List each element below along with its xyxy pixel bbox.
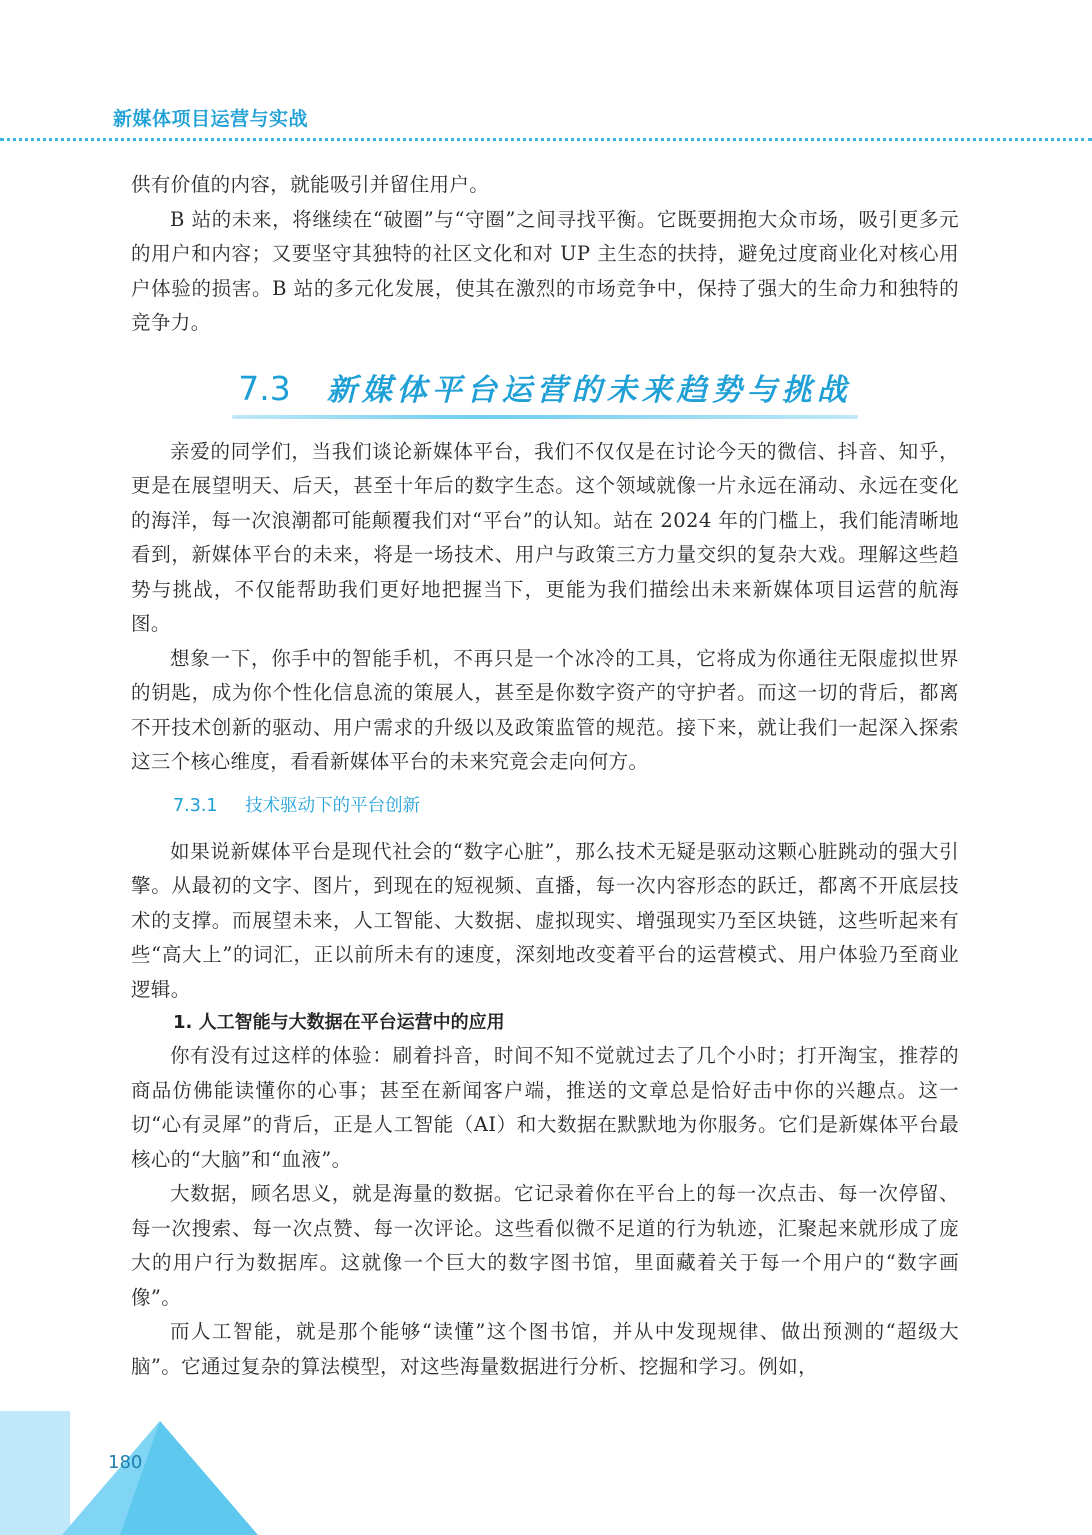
section-underline [232, 415, 857, 419]
running-header-title: 新媒体项目运营与实战 [113, 108, 309, 130]
subsection-number: 7.3.1 [173, 795, 218, 816]
paragraph-tech-engine: 如果说新媒体平台是现代社会的“数字心脏”，那么技术无疑是驱动这颗心脏跳动的强大引擎。从最初的文字、图片，到现在的短视频、直播，每一次内容形态的跃迁，都离不开底层技术的支撑。而展望未来，人工智能、大数据、虚拟现实、增强现实乃至区块链，这些听起来有些“高大上”的词汇，正以前所未有的速度，深刻地改变着平台的运营模式、用户体验乃至商业逻辑。 [131, 839, 959, 1001]
paragraph-ai-brain: 而人工智能，就是那个能够“读懂”这个图书馆，并从中发现规律、做出预测的“超级大脑”。它通过复杂的算法模型，对这些海量数据进行分析、挖掘和学习。例如， [131, 1320, 959, 1378]
corner-light-shape [0, 1411, 70, 1535]
paragraph-intro: 亲爱的同学们，当我们谈论新媒体平台，我们不仅仅是在讨论今天的微信、抖音、知乎，更是在展望明天、后天，甚至十年后的数字生态。这个领域就像一片永远在涌动、永远在变化的海洋，每一次浪潮都可能颠覆我们对“平台”的认知。站在 2024 年的门槛上，我们能清晰地看到，新媒体平台的未来，将是一场技术、用户与政策三方力量交织的复杂大戏。理解这些趋势与挑战，不仅能帮助我们更好地把握当下，更能为我们描绘出未来新媒体项目运营的航海图。 [131, 439, 959, 635]
section-title: 新媒体平台运营的未来趋势与挑战 [326, 372, 852, 408]
section-number: 7.3 [238, 368, 291, 408]
header-dotted-rule [0, 138, 1092, 141]
subsection-heading [173, 792, 959, 817]
section-heading [131, 365, 959, 415]
paragraph-experience: 你有没有过这样的体验：刷着抖音，时间不知不觉就过去了几个小时；打开淘宝，推荐的商品仿佛能读懂你的心事；甚至在新闻客户端，推送的文章总是恰好击中你的兴趣点。这一切“心有灵犀”的背后，正是人工智能（AI）和大数据在默默地为你服务。它们是新媒体平台最核心的“大脑”和“血液”。 [131, 1044, 959, 1171]
subsection-title: 技术驱动下的平台创新 [245, 795, 421, 816]
page-body [131, 168, 959, 1384]
paragraph-big-data: 大数据，顾名思义，就是海量的数据。它记录着你在平台上的每一次点击、每一次停留、每一次搜索、每一次点赞、每一次评论。这些看似微不足道的行为轨迹，汇聚起来就形成了庞大的用户行为数据库。这就像一个巨大的数字图书馆，里面藏着关于每一个用户的“数字画像”。 [131, 1182, 959, 1309]
page-number: 180 [108, 1452, 143, 1473]
paragraph-continuation: 供有价值的内容，就能吸引并留住用户。 [131, 173, 490, 196]
paragraph-imagine: 想象一下，你手中的智能手机，不再只是一个冰冷的工具，它将成为你通往无限虚拟世界的钥匙，成为你个性化信息流的策展人，甚至是你数字资产的守护者。而这一切的背后，都离不开技术创新的驱动、用户需求的升级以及政策监管的规范。接下来，就让我们一起深入探索这三个核心维度，看看新媒体平台的未来究竟会走向何方。 [131, 646, 959, 773]
page-corner-decoration [0, 1411, 260, 1535]
item-heading-ai-bigdata: 1. 人工智能与大数据在平台运营中的应用 [173, 1012, 505, 1033]
paragraph-bilibili-future: B 站的未来，将继续在“破圈”与“守圈”之间寻找平衡。它既要拥抱大众市场，吸引更多元的用户和内容；又要坚守其独特的社区文化和对 UP 主生态的扶持，避免过度商业化对核心用户体验的损害。B 站的多元化发展，使其在激烈的市场竞争中，保持了强大的生命力和独特的竞争力。 [131, 207, 959, 334]
